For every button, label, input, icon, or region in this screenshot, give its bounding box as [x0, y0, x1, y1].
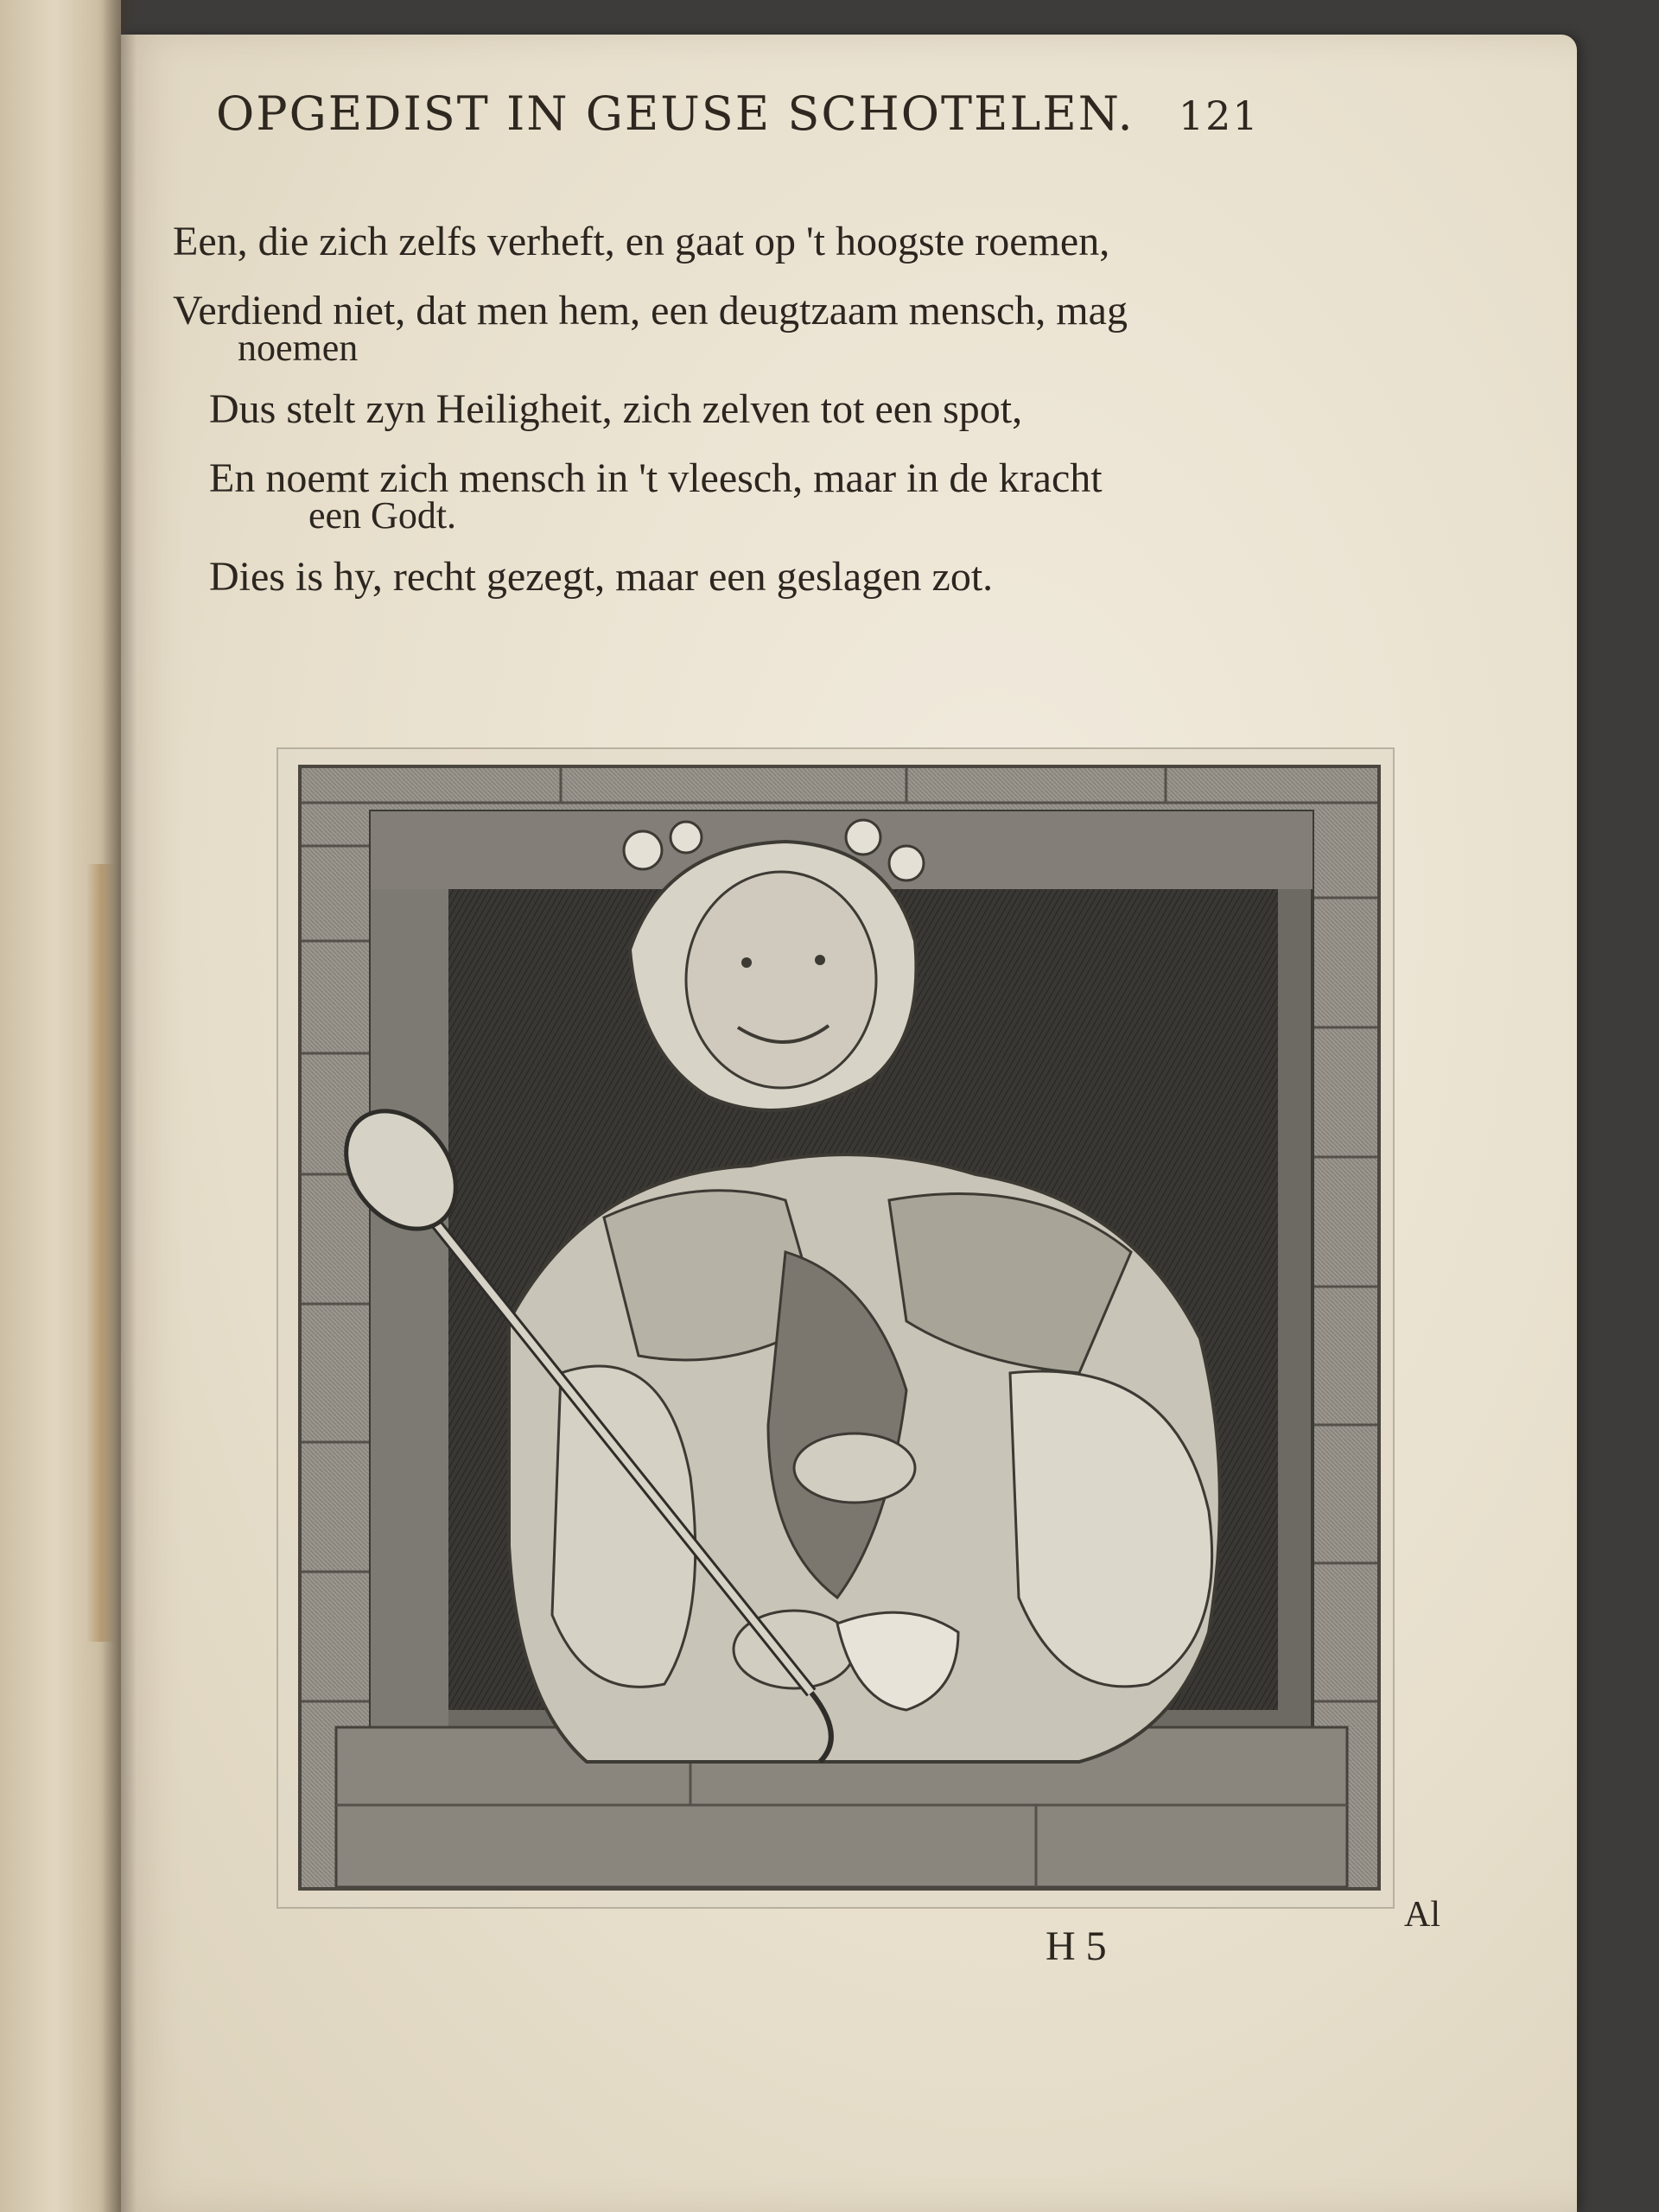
verse-text: Verdiend niet, dat men hem, een deugtzaam mensch, mag	[173, 288, 1128, 334]
verse-block	[173, 216, 1426, 620]
engraving-illustration	[298, 765, 1381, 1891]
verse-text: Dies is hy, recht gezegt, maar een geslagen zot.	[209, 554, 994, 600]
hood-bell-left	[624, 831, 662, 869]
hood-bell-left	[671, 822, 702, 853]
verse-line	[173, 216, 1426, 268]
jester-hand-chest	[794, 1433, 915, 1503]
window-jamb-left	[371, 811, 448, 1736]
verse-turnover: een Godt.	[308, 494, 457, 537]
verse-text: Dus stelt zyn Heiligheit, zich zelven tot een spot,	[209, 386, 1023, 432]
verse-line	[173, 285, 1426, 369]
verse-line	[173, 551, 1426, 603]
jester-face	[686, 872, 876, 1088]
jester-engraving	[302, 768, 1377, 1887]
jester-eye-right	[815, 955, 825, 965]
verse-turnover: noemen	[238, 327, 359, 369]
book-gutter	[102, 0, 137, 2212]
hood-bell-right	[889, 846, 924, 880]
hood-bell-right	[846, 820, 880, 855]
page-number: 121	[1178, 92, 1260, 139]
signature-mark: H 5	[1046, 1923, 1107, 1969]
running-head	[216, 86, 1391, 141]
catchword: Al	[1404, 1895, 1440, 1935]
verse-text: En noemt zich mensch in 't vleesch, maar in de kracht	[209, 455, 1103, 501]
jester-eye-left	[741, 957, 752, 968]
running-title: OPGEDIST IN GEUSE SCHOTELEN.	[216, 86, 1135, 141]
verse-line	[173, 453, 1426, 537]
verse-line	[173, 384, 1426, 435]
verse-text: Een, die zich zelfs verheft, en gaat op 't hoogste roemen,	[173, 219, 1110, 264]
